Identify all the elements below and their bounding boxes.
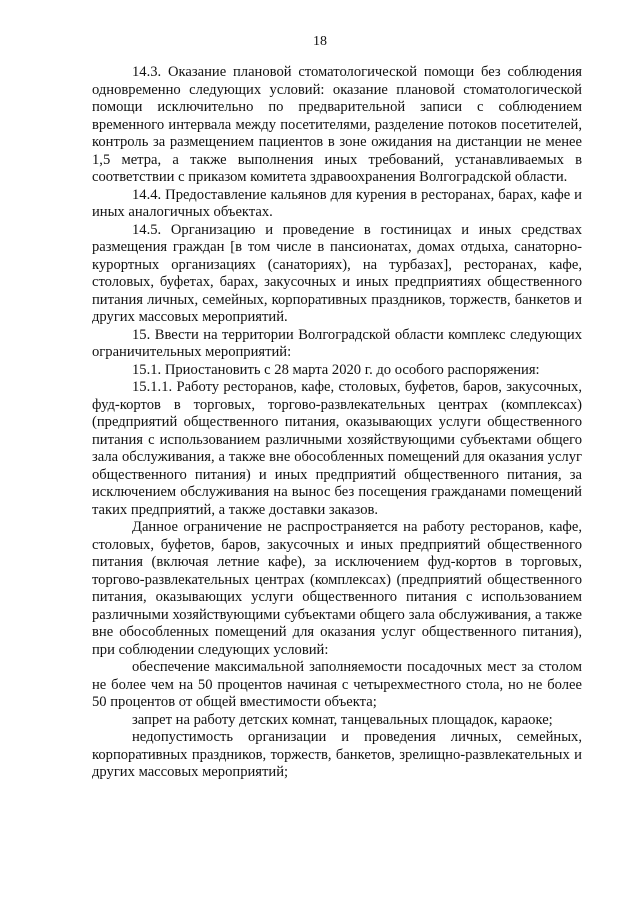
paragraph-15-1: 15.1. Приостановить с 28 марта 2020 г. до особого распоряжения: <box>132 361 540 378</box>
paragraph-14-5: 14.5. Организацию и проведение в гостиницах и иных средствах размещения граждан [в том числе в пансионатах, домах отдыха, санаторно-курортных организациях (санаториях), на турбазах], ресторанах, кафе, столовых, буфетах, барах, закусочных и иных предприятиях общественного питания личных, семейных, корпоративных праздников, торжеств, банкетов и других массовых мероприятий. <box>92 221 582 325</box>
paragraph-14-4: 14.4. Предоставление кальянов для курения в ресторанах, барах, кафе и иных аналогичных объектах. <box>92 186 582 220</box>
condition-mass-events-ban: недопустимость организации и проведения личных, семейных, корпоративных праздников, торжеств, банкетов, зрелищно-развлекательных и других массовых мероприятий; <box>92 729 582 780</box>
paragraph-restriction-exception: Данное ограничение не распространяется на работу ресторанов, кафе, столовых, буфетов, баров, закусочных и иных предприятий общественного питания (включая летние кафе), за исключением фуд-кортов в торговых, торгово-развлекательных центрах (комплексах) (предприятий общественного питания, оказывающих услуги общественного питания с использованием различными хозяйствующими субъектами общего зала обслуживания, а также вне обособленных помещений для оказания услуг общественного питания), при соблюдении следующих условий: <box>92 519 582 658</box>
page-number: 18 <box>313 34 327 49</box>
paragraph-14-3: 14.3. Оказание плановой стоматологической помощи без соблюдения одновременно следующих условий: оказание плановой стоматологической помощи исключительно по предварительной записи с соблюдением временного интервала между посетителями, разделение потоков посетителей, контроль за размещением пациентов в зоне ожидания на дистанции не менее 1,5 метра, а также выполнения иных требований, устанавливаемых в соответствии с приказом комитета здравоохранения Волгоградской области. <box>92 64 582 185</box>
condition-seating-capacity: обеспечение максимальной заполняемости посадочных мест за столом не более чем на 50 процентов начиная с четырехместного стола, но не более 50 процентов от общей вместимости объекта; <box>92 659 582 710</box>
condition-kids-rooms-ban: запрет на работу детских комнат, танцевальных площадок, караоке; <box>132 711 553 728</box>
paragraph-15-1-1: 15.1.1. Работу ресторанов, кафе, столовых, буфетов, баров, закусочных, фуд-кортов в торговых, торгово-развлекательных центрах (комплексах) (предприятий общественного питания, оказывающих услуги общественного питания с использованием различными хозяйствующими субъектами общего зала обслуживания, а также вне обособленных помещений для оказания услуг общественного питания) и иных предприятий общественного питания, за исключением обслуживания на вынос без посещения гражданами помещений таких предприятий, а также доставки заказов. <box>92 379 582 518</box>
document-body <box>92 64 582 782</box>
paragraph-15: 15. Ввести на территории Волгоградской области комплекс следующих ограничительных мероприятий: <box>92 326 582 360</box>
